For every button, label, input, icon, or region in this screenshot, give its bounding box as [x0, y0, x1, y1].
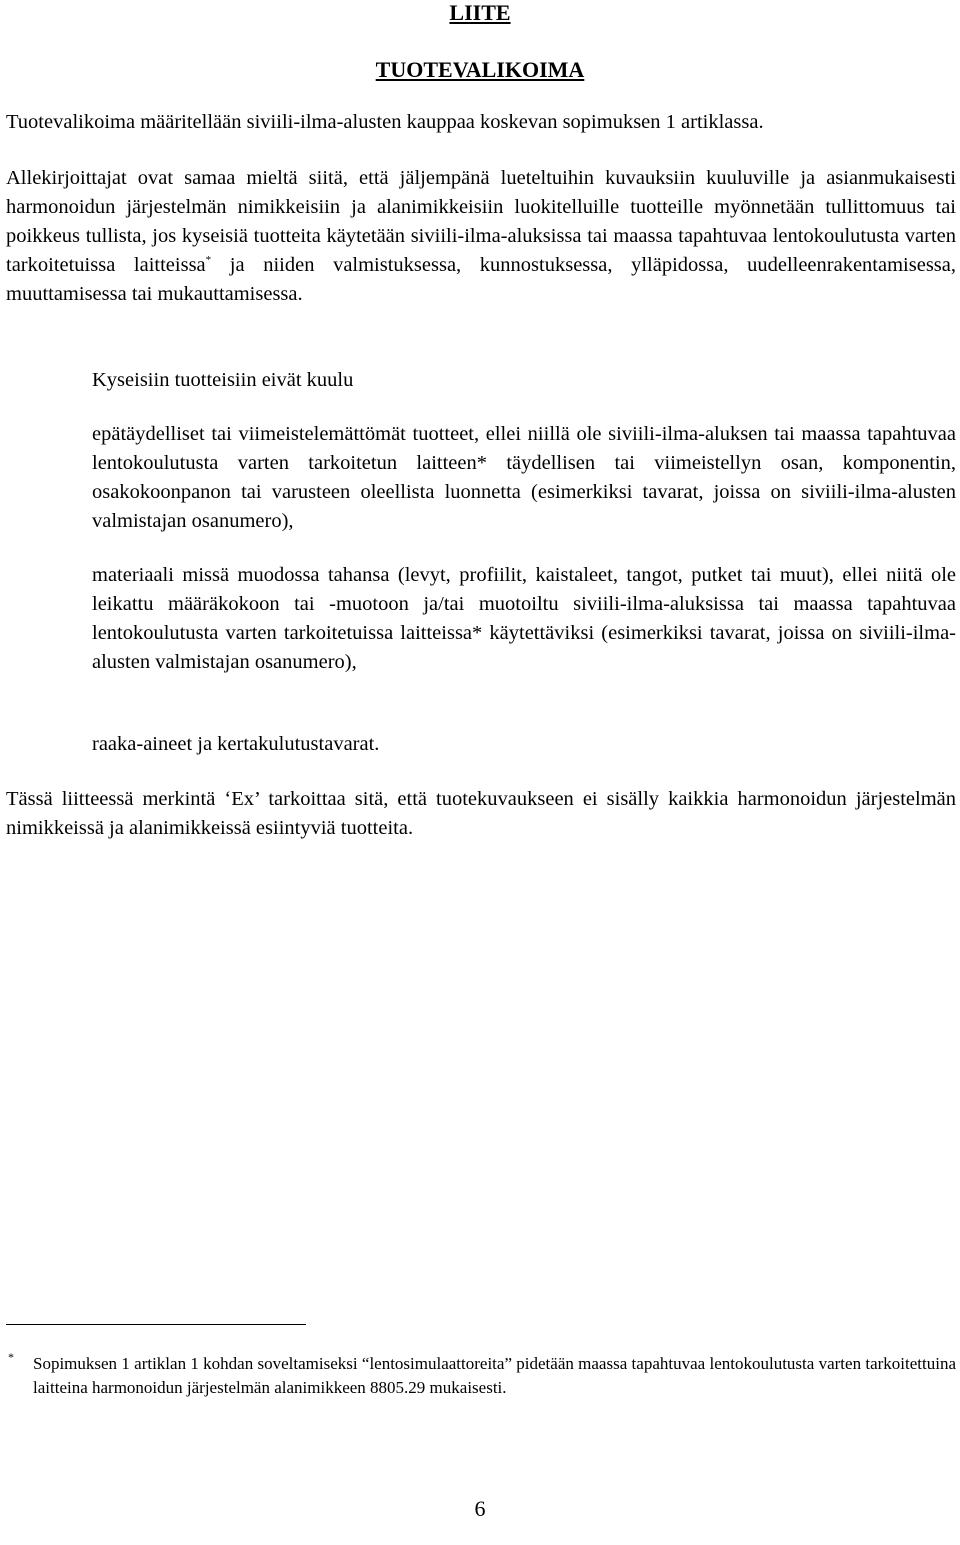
exclusion-item: materiaali missä muodossa tahansa (levyt, profiilit, kaistaleet, tangot, putket tai muut), ellei niitä ole leikattu määräkokoon tai -muotoon ja/tai muotoiltu siviili-ilma-aluksissa tai maassa tapahtuvaa lentokoulutusta varten tarkoitetuissa laitteissa* käytettäviksi (esimerkiksi tavarat, joissa on siviili-ilma-alusten valmistajan osanumero),: [92, 564, 956, 673]
intro-paragraph: Tuotevalikoima määritellään siviili-ilma-alusten kauppaa koskevan sopimuksen 1 artiklassa.: [6, 111, 764, 133]
exclusion-item: epätäydelliset tai viimeistelemättömät tuotteet, ellei niillä ole siviili-ilma-aluksen tai maassa tapahtuvaa lentokoulutusta varten tarkoitetun laitteen* täydellisen tai viimeistellyn osan, komponentin, osakokoonpanon tai varusteen oleellista luonnetta (esimerkiksi tavarat, joissa on siviili-ilma-alusten valmistajan osanumero),: [92, 423, 956, 532]
exclusions-intro: Kyseisiin tuotteisiin eivät kuulu: [92, 369, 354, 391]
page-number: 6: [474, 1496, 486, 1521]
main-paragraph-text-end: ja niiden valmistuksessa, kunnostuksessa, ylläpidossa, uudelleenrakentamisessa, muuttamisessa tai mukauttamisessa.: [6, 254, 956, 305]
footnote-divider: [6, 1324, 306, 1325]
footnote-mark: *: [8, 1350, 14, 1364]
main-paragraph-text: Allekirjoittajat ovat samaa mieltä siitä, että jäljempänä lueteltuihin kuvauksiin kuuluville ja asianmukaisesti harmonoidun järjestelmän nimikkeisiin ja alanimikkeisiin luokitelluille tuotteille myönnetään tullittomuus tai poikkeus tullista, jos kyseisiä tuotteita käytetään siviili-ilma-aluksissa tai maassa tapahtuvaa lentokoulutusta varten tarkoitetuissa laitteissa: [6, 167, 956, 276]
ex-note-paragraph: Tässä liitteessä merkintä ‘Ex’ tarkoittaa sitä, että tuotekuvaukseen ei sisälly kaikkia harmonoidun järjestelmän nimikkeissä ja alanimikkeissä esiintyviä tuotteita.: [6, 788, 956, 839]
exclusion-item: raaka-aineet ja kertakulutustavarat.: [92, 733, 380, 755]
footnote-text: Sopimuksen 1 artiklan 1 kohdan soveltamiseksi “lentosimulaattoreita” pidetään maassa tapahtuvaa lentokoulutusta varten tarkoitettuina laitteina harmonoidun järjestelmän alanimikkeen 8805.29 mukaisesti.: [33, 1354, 956, 1397]
document-title: LIITE: [449, 0, 511, 25]
footnote-reference-mark: *: [205, 254, 212, 267]
main-paragraph: [6, 164, 956, 309]
document-subtitle: TUOTEVALIKOIMA: [375, 57, 585, 82]
